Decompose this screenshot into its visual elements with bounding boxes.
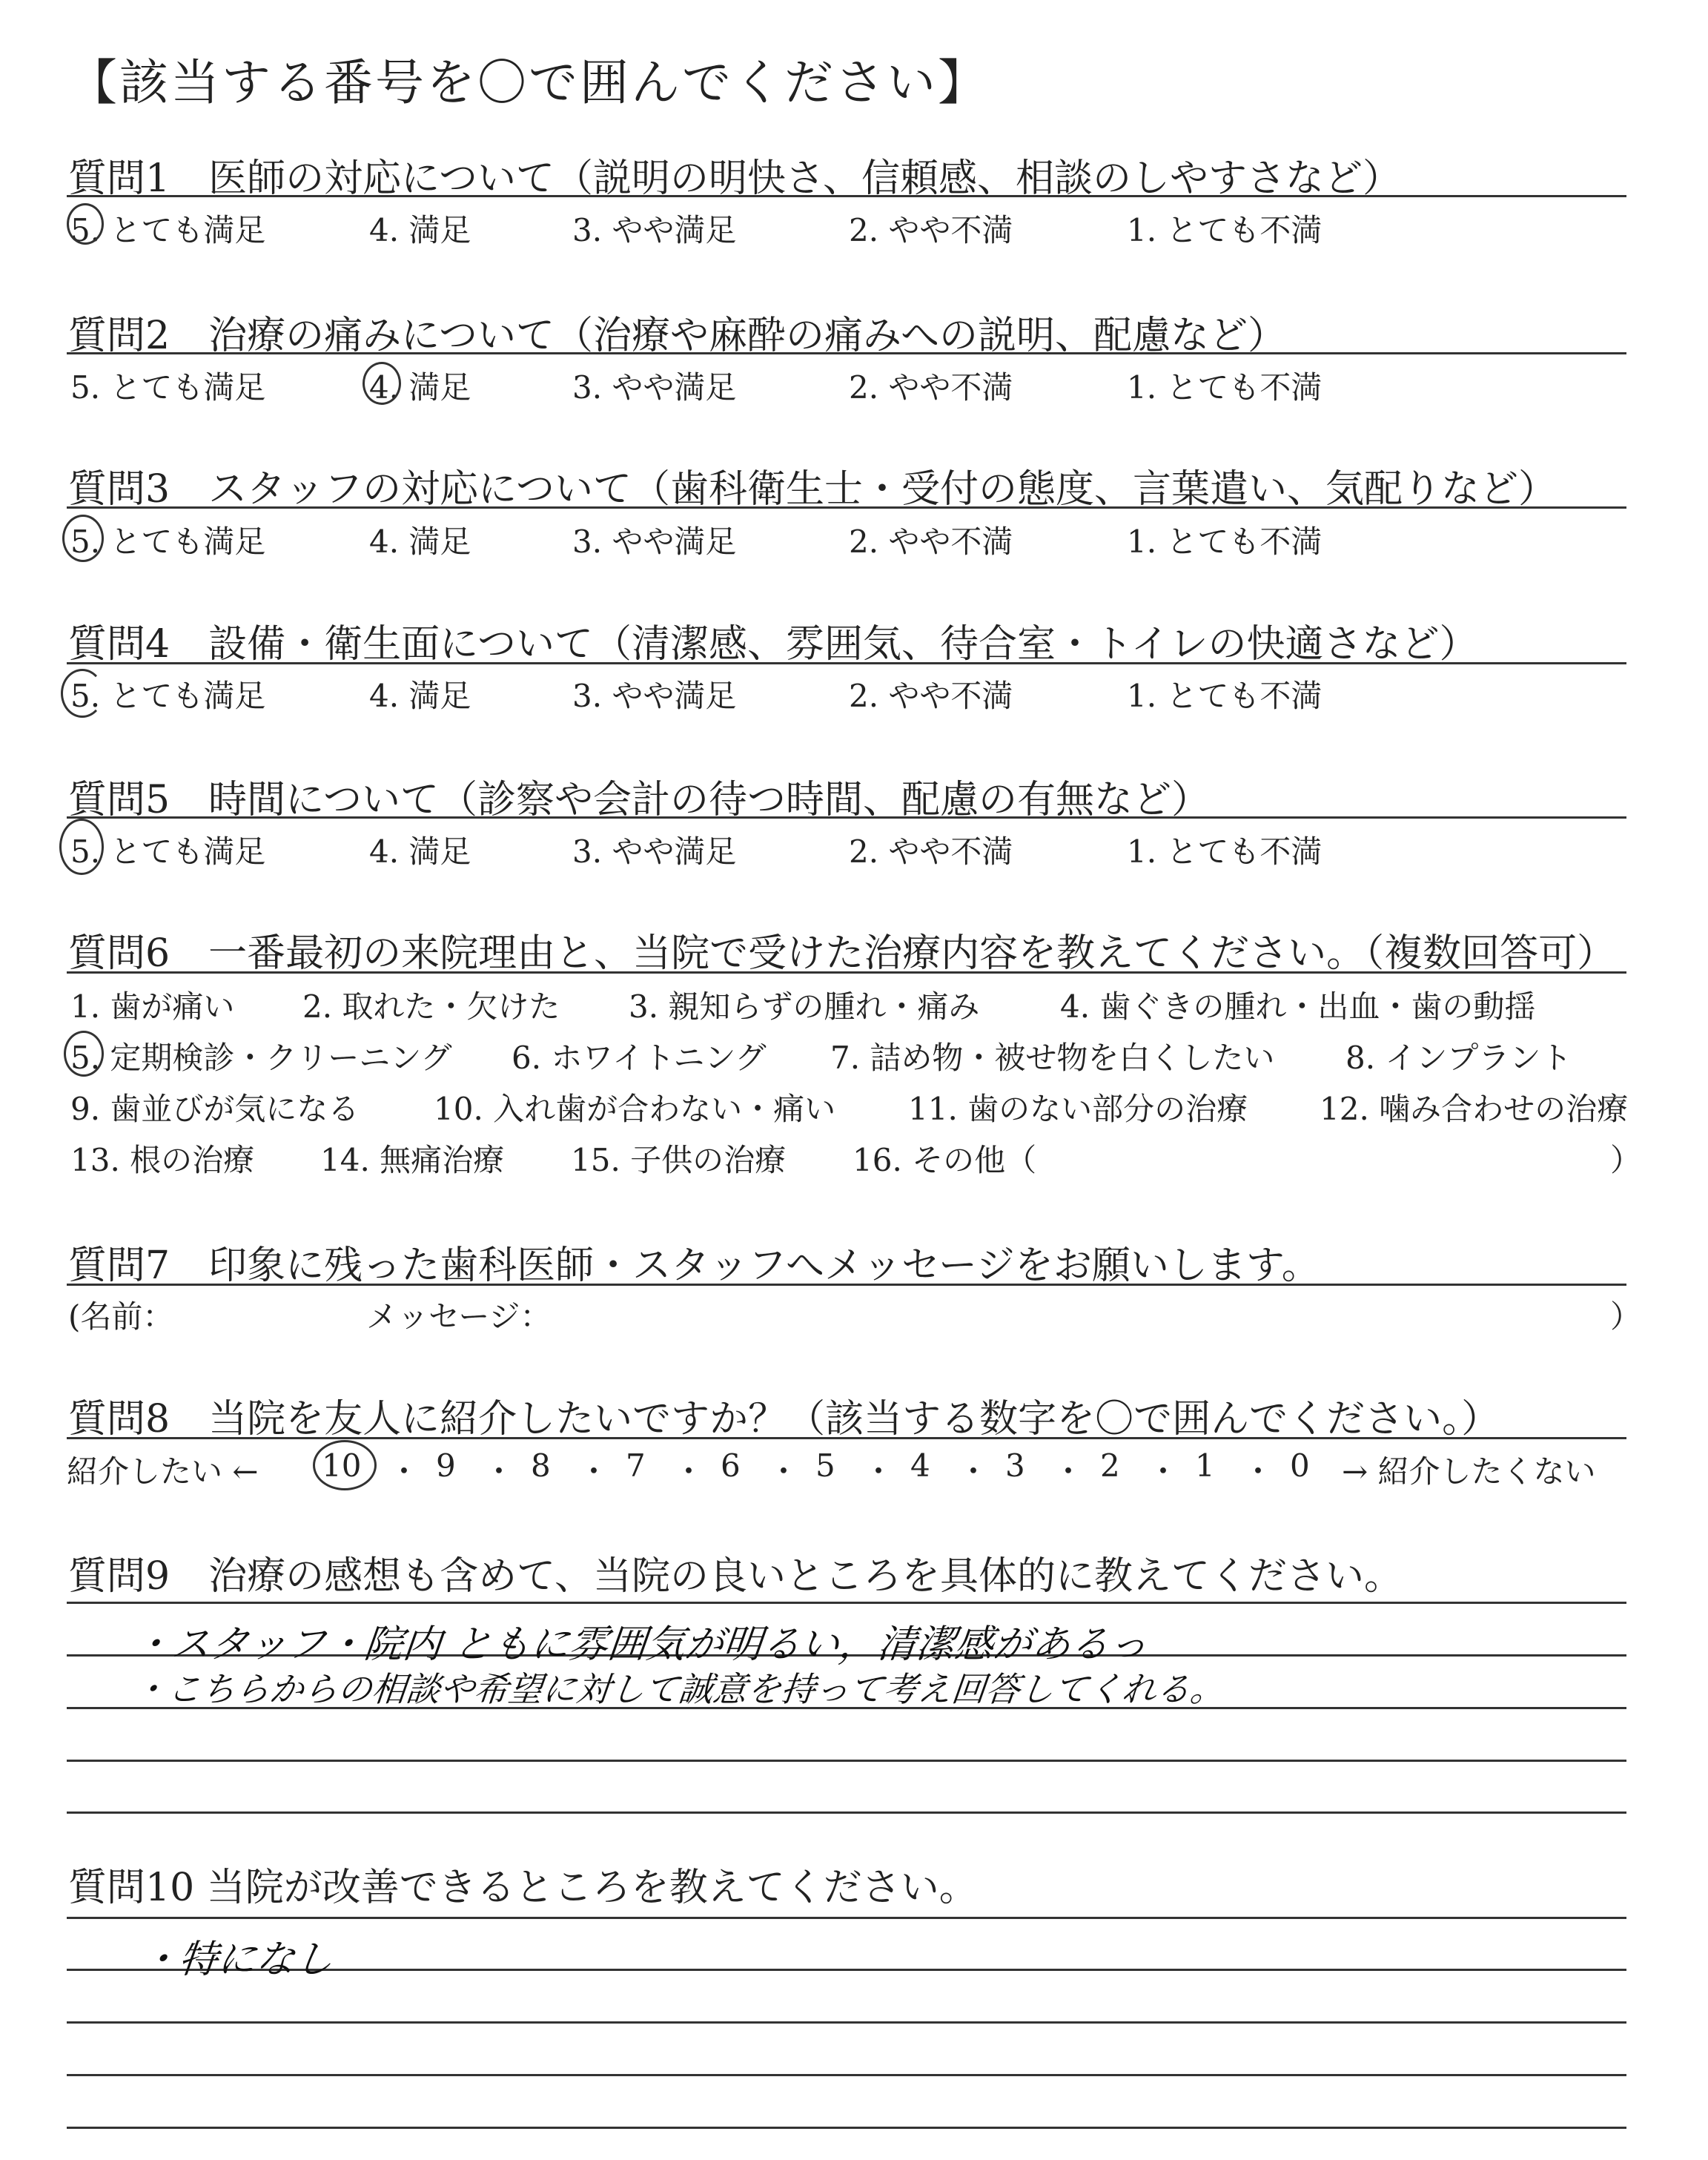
q3-option-2[interactable]: 2. やや不満 xyxy=(849,524,1013,560)
q3-option-3[interactable]: 3. やや満足 xyxy=(572,524,737,560)
q5-option-1[interactable]: 1. とても不満 xyxy=(1127,833,1323,870)
question-7-rule xyxy=(67,1284,1626,1286)
q2-option-1[interactable]: 1. とても不満 xyxy=(1127,369,1323,406)
q2-option-3[interactable]: 3. やや満足 xyxy=(572,369,737,406)
q5-option-2[interactable]: 2. やや不満 xyxy=(849,833,1013,870)
q10-writing-line xyxy=(67,2021,1626,2024)
question-2-rule xyxy=(67,352,1626,354)
q6-option-12[interactable]: 12. 噛み合わせの治療 xyxy=(1320,1091,1629,1127)
q6-option-3[interactable]: 3. 親知らずの腫れ・痛み xyxy=(629,988,980,1025)
q3-option-4[interactable]: 4. 満足 xyxy=(369,524,471,560)
q8-sep: ・ xyxy=(388,1453,420,1490)
q5-option-4[interactable]: 4. 満足 xyxy=(369,833,471,870)
question-7-title: 質問7 印象に残った歯科医師・スタッフへメッセージをお願いします。 xyxy=(68,1244,1320,1288)
q8-scale-7[interactable]: 7 xyxy=(626,1447,646,1484)
q1-option-5[interactable]: 5. とても満足 xyxy=(70,212,266,248)
question-10-title: 質問10 当院が改善できるところを教えてください。 xyxy=(68,1866,978,1910)
q7-close-paren: ） xyxy=(1610,1298,1642,1335)
question-2-title: 質問2 治療の痛みについて（治療や麻酔の痛みへの説明、配慮など） xyxy=(68,314,1287,358)
question-4-rule xyxy=(67,662,1626,664)
q6-option-15[interactable]: 15. 子供の治療 xyxy=(571,1142,787,1178)
q8-sep: ・ xyxy=(863,1453,895,1490)
q1-option-1[interactable]: 1. とても不満 xyxy=(1127,212,1323,248)
q8-scale-4[interactable]: 4 xyxy=(910,1447,930,1484)
q6-option-4[interactable]: 4. 歯ぐきの腫れ・出血・歯の動揺 xyxy=(1060,988,1536,1025)
question-8-rule xyxy=(67,1437,1626,1439)
q4-option-1[interactable]: 1. とても不満 xyxy=(1127,678,1323,714)
q6-other-close-paren: ） xyxy=(1610,1142,1642,1178)
question-8-title: 質問8 当院を友人に紹介したいですか？（該当する数字を〇で囲んでください。） xyxy=(68,1397,1500,1441)
q8-scale-1[interactable]: 1 xyxy=(1195,1447,1215,1484)
q9-writing-line xyxy=(67,1602,1626,1604)
q6-option-1[interactable]: 1. 歯が痛い xyxy=(70,988,235,1025)
q2-option-4[interactable]: 4. 満足 xyxy=(369,369,471,406)
q6-option-11[interactable]: 11. 歯のない部分の治療 xyxy=(908,1091,1248,1127)
q8-sep: ・ xyxy=(673,1453,705,1490)
question-3-title: 質問3 スタッフの対応について（歯科衛生士・受付の態度、言葉遣い、気配りなど） xyxy=(68,467,1558,512)
q10-writing-line xyxy=(67,1917,1626,1919)
q4-option-4[interactable]: 4. 満足 xyxy=(369,678,471,714)
q1-option-3[interactable]: 3. やや満足 xyxy=(572,212,737,248)
q4-option-5[interactable]: 5. とても満足 xyxy=(70,678,266,714)
q8-scale-2[interactable]: 2 xyxy=(1100,1447,1120,1484)
q1-option-4[interactable]: 4. 満足 xyxy=(369,212,471,248)
q8-sep: ・ xyxy=(483,1453,515,1490)
q8-scale-8[interactable]: 8 xyxy=(531,1447,551,1484)
q8-sep: ・ xyxy=(1148,1453,1179,1490)
q8-scale-10[interactable]: 10 xyxy=(322,1447,362,1484)
q2-option-5[interactable]: 5. とても満足 xyxy=(70,369,266,406)
question-1-rule xyxy=(67,195,1626,197)
q10-writing-line xyxy=(67,2127,1626,2129)
question-6-rule xyxy=(67,971,1626,974)
question-1-title: 質問1 医師の対応について（説明の明快さ、信頼感、相談のしやすさなど） xyxy=(68,156,1401,201)
q6-option-2[interactable]: 2. 取れた・欠けた xyxy=(302,988,560,1025)
q5-option-5[interactable]: 5. とても満足 xyxy=(70,833,266,870)
question-6-title: 質問6 一番最初の来院理由と、当院で受けた治療内容を教えてください。（複数回答可） xyxy=(68,931,1616,976)
q7-message-label: メッセージ： xyxy=(366,1298,552,1335)
q6-option-9[interactable]: 9. 歯並びが気になる xyxy=(70,1091,360,1127)
q1-option-2[interactable]: 2. やや不満 xyxy=(849,212,1013,248)
q7-name-label: (名前： xyxy=(68,1298,174,1335)
page-heading: 【該当する番号を〇で囲んでください】 xyxy=(68,54,989,111)
q9-handwritten-answer-2: ・こちらからの相談や希望に対して誠意を持って考え回答してくれる。 xyxy=(130,1669,1227,1709)
q8-sep: ・ xyxy=(578,1453,610,1490)
q3-option-1[interactable]: 1. とても不満 xyxy=(1127,524,1323,560)
q8-scale-0[interactable]: 0 xyxy=(1290,1447,1310,1484)
question-9-title: 質問9 治療の感想も含めて、当院の良いところを具体的に教えてください。 xyxy=(68,1554,1403,1599)
q6-option-16[interactable]: 16. その他（ xyxy=(853,1142,1037,1178)
q10-writing-line xyxy=(67,2074,1626,2076)
q6-option-7[interactable]: 7. 詰め物・被せ物を白くしたい xyxy=(830,1040,1275,1076)
question-5-title: 質問5 時間について（診察や会計の待つ時間、配慮の有無など） xyxy=(68,778,1211,822)
q8-scale-6[interactable]: 6 xyxy=(721,1447,741,1484)
q4-option-2[interactable]: 2. やや不満 xyxy=(849,678,1013,714)
q8-right-label: → 紹介したくない xyxy=(1342,1453,1596,1490)
q6-option-13[interactable]: 13. 根の治療 xyxy=(70,1142,255,1178)
q8-sep: ・ xyxy=(768,1453,800,1490)
q2-option-2[interactable]: 2. やや不満 xyxy=(849,369,1013,406)
q9-handwritten-answer-1: ・スタッフ・院内 ともに雰囲気が明るい，清潔感があるっ xyxy=(130,1622,1151,1667)
q6-option-8[interactable]: 8. インプラント xyxy=(1345,1040,1572,1076)
q8-sep: ・ xyxy=(1053,1453,1085,1490)
q5-option-3[interactable]: 3. やや満足 xyxy=(572,833,737,870)
q9-writing-line xyxy=(67,1811,1626,1814)
q8-scale-3[interactable]: 3 xyxy=(1005,1447,1025,1484)
q9-writing-line xyxy=(67,1760,1626,1762)
q8-scale-5[interactable]: 5 xyxy=(815,1447,835,1484)
question-4-title: 質問4 設備・衛生面について（清潔感、雰囲気、待合室・トイレの快適さなど） xyxy=(68,622,1478,667)
q8-left-label: 紹介したい ← xyxy=(67,1453,259,1490)
q6-option-6[interactable]: 6. ホワイトニング xyxy=(512,1040,767,1076)
question-3-rule xyxy=(67,506,1626,509)
q6-option-14[interactable]: 14. 無痛治療 xyxy=(320,1142,505,1178)
q10-handwritten-answer-1: ・特になし xyxy=(138,1938,336,1982)
q3-option-5[interactable]: 5. とても満足 xyxy=(70,524,266,560)
q4-option-3[interactable]: 3. やや満足 xyxy=(572,678,737,714)
q6-option-5[interactable]: 5. 定期検診・クリーニング xyxy=(70,1040,452,1076)
q8-sep: ・ xyxy=(1242,1453,1274,1490)
q6-option-10[interactable]: 10. 入れ歯が合わない・痛い xyxy=(434,1091,836,1127)
q8-sep: ・ xyxy=(958,1453,990,1490)
q8-scale-9[interactable]: 9 xyxy=(436,1447,456,1484)
question-5-rule xyxy=(67,816,1626,819)
